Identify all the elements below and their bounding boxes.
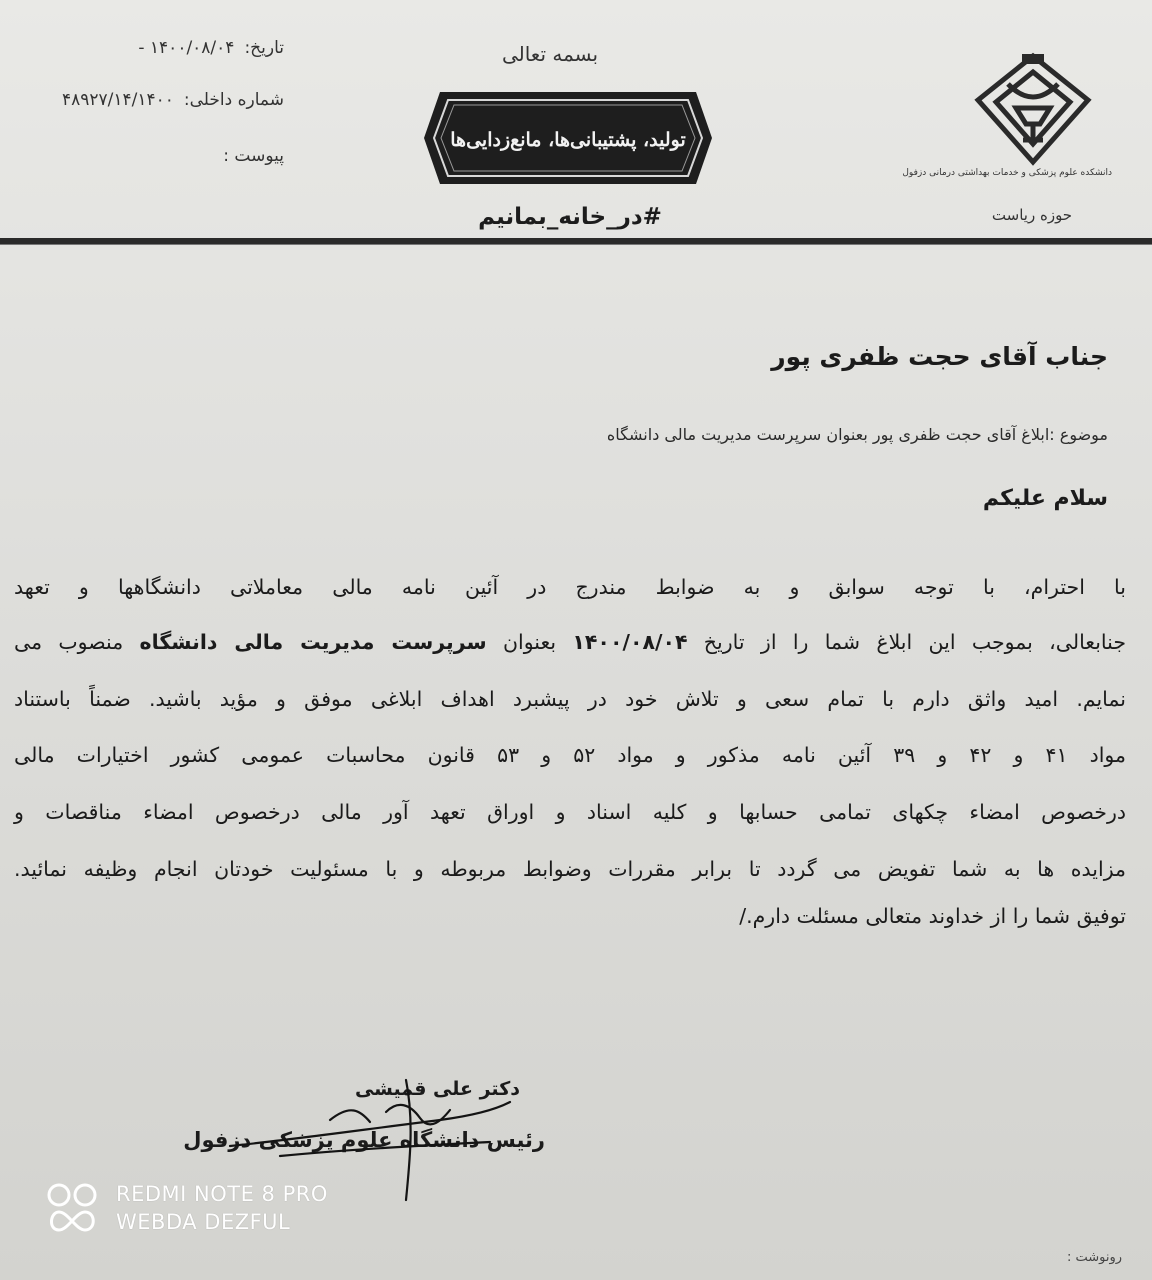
attachment-label: پیوست : (223, 146, 284, 166)
body-line-2-mid: بعنوان (486, 630, 573, 654)
date-label: تاریخ: (244, 38, 284, 58)
appointment-date: ۱۴۰۰/۰۸/۰۴ (572, 630, 688, 654)
body-line-2-post: منصوب می (14, 630, 140, 654)
bismillah: بسمه تعالی (501, 42, 599, 66)
department-label: حوزه ریاست (991, 206, 1073, 224)
body-line-3: نمایم. امید واثق دارم با تمام سعی و تلاش خود در پیشبرد اهداف ابلاغی موفق و مؤید باشید. ضمناً باستناد (14, 687, 1126, 711)
signatory-name: دکتر علی قمیشی (354, 1078, 520, 1100)
signatory-title: رئیس دانشگاه علوم پزشکی دزفول (183, 1128, 545, 1152)
hashtag: #در_خانه_بمانیم (478, 204, 662, 230)
body-line-6: مزایده ها به شما تفویض می گردد تا برابر مقررات وضوابط مربوطه و با مسئولیت خودتان انجام وظیفه نمائید. (14, 857, 1126, 881)
subject-line: موضوع :ابلاغ آقای حجت ظفری پور بعنوان سرپرست مدیریت مالی دانشگاه (606, 425, 1108, 444)
watermark-line-2: WEBDA DEZFUL (116, 1210, 291, 1234)
university-emblem-icon (968, 50, 1098, 170)
recipient: جناب آقای حجت ظفری پور (771, 342, 1108, 371)
university-caption: دانشکده علوم پزشکی و خدمات بهداشتی درمانی دزفول (902, 168, 1112, 178)
greeting: سلام علیکم (982, 486, 1108, 511)
body-line-5: درخصوص امضاء چکهای تمامی حسابها و کلیه اسناد و اوراق تعهد آور مالی درخصوص امضاء مناقصات و (14, 800, 1126, 824)
slogan-banner (422, 88, 714, 188)
body-line-4: مواد ۴۱ و ۴۲ و ۳۹ آئین نامه مذکور و مواد ۵۲ و ۵۳ قانون محاسبات عمومی کشور اختیارات مالی (14, 743, 1126, 767)
body-line-2 (14, 630, 1126, 654)
camera-watermark (116, 1180, 328, 1236)
date-field (138, 38, 284, 58)
slogan-text: تولید، پشتیبانی‌ها، مانع‌زدایی‌ها (450, 129, 686, 151)
attachment-field (213, 146, 284, 166)
date-value: ۱۴۰۰/۰۸/۰۴ - (138, 38, 235, 58)
body-line-1: با احترام، با توجه سوابق و به ضوابط مندرج در آئین نامه مالی معاملاتی دانشگاهها و تعهد (14, 575, 1126, 599)
internal-number-label: شماره داخلی: (183, 90, 284, 110)
camera-lens-icon (46, 1182, 98, 1236)
appointment-position: سرپرست مدیریت مالی دانشگاه (139, 630, 487, 654)
internal-number-value: ۴۸۹۲۷/۱۴/۱۴۰۰ (61, 90, 174, 110)
cc-label: رونوشت : (1066, 1250, 1122, 1265)
body-line-2-pre: جنابعالی، بموجب این ابلاغ شما را از تاریخ (687, 630, 1127, 654)
header-divider (0, 238, 1152, 245)
internal-number-field (62, 90, 284, 110)
watermark-line-1: REDMI NOTE 8 PRO (116, 1182, 328, 1206)
body-line-7: توفیق شما را از خداوند متعالی مسئلت دارم./ (739, 904, 1126, 928)
